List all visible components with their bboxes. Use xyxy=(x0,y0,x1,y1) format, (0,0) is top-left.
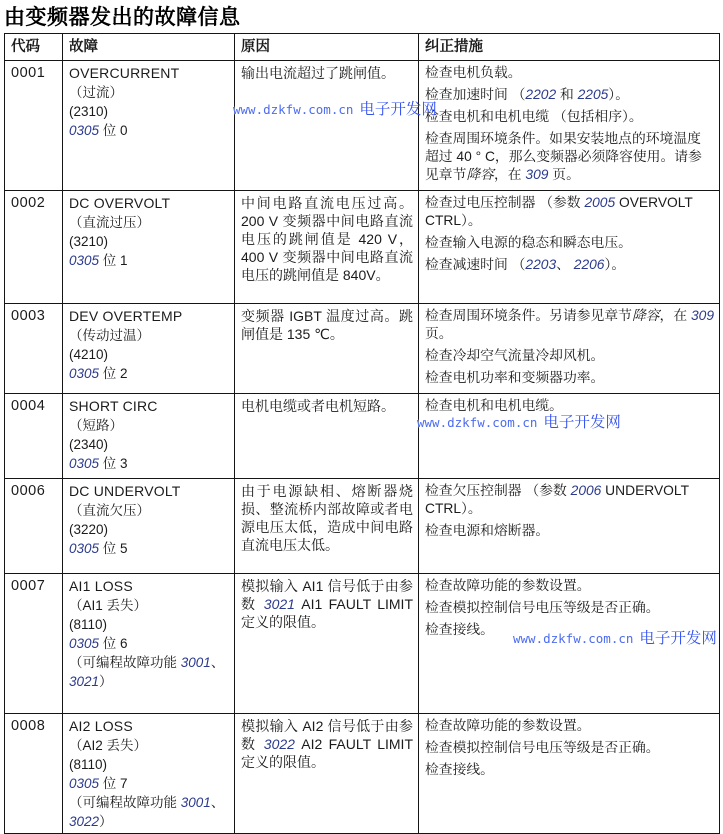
parameter-ref: 2005 xyxy=(584,195,616,210)
section-ref: 降容 xyxy=(631,308,660,323)
text-run: SHORT CIRC xyxy=(69,398,158,414)
parameter-ref: 0305 xyxy=(69,776,100,791)
cause-cell xyxy=(235,574,419,714)
action-item xyxy=(425,130,714,184)
parameter-ref: 2206 xyxy=(573,257,605,272)
parameter-ref: 2205 xyxy=(577,87,609,102)
text-run: 位 6 xyxy=(99,636,128,651)
cause-text xyxy=(241,307,413,343)
text-run: 变频器 IGBT 温度过高。跳闸值是 135 ℃。 xyxy=(241,308,413,342)
cause-text xyxy=(241,397,413,415)
watermark-site-text: 电子开发网 xyxy=(543,414,621,431)
fault-line xyxy=(69,194,229,213)
fault-line xyxy=(69,326,229,345)
text-run: 检查周围环境条件。另请参见章节 xyxy=(425,308,632,323)
code-cell: 0006 xyxy=(5,479,63,574)
fault-line xyxy=(69,102,229,121)
cause-text xyxy=(241,717,413,771)
text-run: (2340) xyxy=(69,437,109,452)
text-run: 检查加速时间 （ xyxy=(425,87,526,102)
fault-cell xyxy=(63,61,235,191)
action-item xyxy=(425,621,714,639)
fault-row-0002 xyxy=(5,191,720,304)
col-header-code: 代码 xyxy=(5,34,63,61)
parameter-ref: 3022 xyxy=(69,814,100,829)
fault-line xyxy=(69,520,229,539)
text-run: DC OVERVOLT xyxy=(69,195,171,211)
code-cell: 0007 xyxy=(5,574,63,714)
header-row xyxy=(5,34,720,61)
text-run: ，在 xyxy=(493,167,526,182)
fault-line xyxy=(69,454,229,473)
text-run: (8110) xyxy=(69,617,108,632)
code-cell: 0008 xyxy=(5,714,63,834)
text-run: 位 7 xyxy=(99,776,128,791)
text-run: 检查周围环境条件。如果安装地点的环境温度超过 40 ° C，那么变频器必须降容使用。请参见章节 xyxy=(425,131,702,182)
code-cell: 0003 xyxy=(5,304,63,394)
text-run: UNDERVOLT CTRL）。 xyxy=(425,483,689,516)
action-item xyxy=(425,761,714,779)
text-run: (3210) xyxy=(69,234,109,249)
parameter-ref: 3001 xyxy=(180,795,211,810)
action-item xyxy=(425,397,714,415)
fault-line xyxy=(69,539,229,558)
action-item xyxy=(425,522,714,540)
fault-row-0001 xyxy=(5,61,720,191)
text-run: OVERVOLT CTRL）。 xyxy=(425,195,693,228)
fault-row-0008 xyxy=(5,714,720,834)
parameter-ref: 0305 xyxy=(69,636,100,651)
text-run: AI1 LOSS xyxy=(69,578,133,594)
col-header-cause: 原因 xyxy=(235,34,419,61)
fault-line xyxy=(69,121,229,140)
parameter-ref: 2006 xyxy=(570,483,602,498)
text-run: （过流） xyxy=(69,85,123,100)
action-item xyxy=(425,577,714,595)
text-run: （直流欠压） xyxy=(69,503,150,518)
fault-line xyxy=(69,793,229,831)
text-run: （AI1 丢失） xyxy=(69,598,148,613)
action-item xyxy=(425,307,714,343)
fault-line xyxy=(69,653,229,691)
text-run: ） xyxy=(99,814,113,829)
text-run: DEV OVERTEMP xyxy=(69,308,183,324)
parameter-ref: 3001 xyxy=(180,655,211,670)
action-item xyxy=(425,739,714,757)
text-run: 检查故障功能的参数设置。 xyxy=(425,578,591,593)
text-run: 由于电源缺相、熔断器烧损、整流桥内部故障或者电源电压太低，造成中间电路直流电压太低。 xyxy=(241,483,413,553)
cause-cell xyxy=(235,714,419,834)
cause-cell xyxy=(235,479,419,574)
parameter-ref: 0305 xyxy=(69,541,100,556)
code-cell: 0001 xyxy=(5,61,63,191)
watermark-url-text: www.dzkfw.com.cn xyxy=(417,415,538,430)
fault-cell xyxy=(63,479,235,574)
col-header-action: 纠正措施 xyxy=(419,34,720,61)
text-run: (4210) xyxy=(69,347,109,362)
text-run: 电机电缆或者电机短路。 xyxy=(241,398,395,414)
action-item xyxy=(425,256,714,274)
parameter-ref: 2203 xyxy=(525,257,557,272)
text-run: 检查输入电源的稳态和瞬态电压。 xyxy=(425,235,632,250)
parameter-ref: 0305 xyxy=(69,456,100,471)
text-run: 、 xyxy=(210,795,225,810)
text-run: 检查故障功能的参数设置。 xyxy=(425,718,591,733)
action-cell xyxy=(419,394,720,479)
parameter-ref: 0305 xyxy=(69,366,100,381)
text-run: 页。 xyxy=(425,326,453,341)
fault-line xyxy=(69,577,229,596)
text-run: 检查电机负载。 xyxy=(425,65,522,80)
fault-row-0004 xyxy=(5,394,720,479)
section-ref: 降容 xyxy=(466,167,494,182)
text-run: 检查过电压控制器 （参数 xyxy=(425,195,585,210)
text-run: 检查接线。 xyxy=(425,762,494,777)
fault-line xyxy=(69,435,229,454)
cause-cell xyxy=(235,61,419,191)
fault-cell xyxy=(63,191,235,304)
text-run: AI2 FAULT LIMIT 定义的限值。 xyxy=(241,736,413,770)
text-run: 检查模拟控制信号电压等级是否正确。 xyxy=(425,740,660,755)
cause-text xyxy=(241,194,413,284)
fault-line xyxy=(69,717,229,736)
watermark-url-text: www.dzkfw.com.cn xyxy=(233,102,354,117)
fault-line xyxy=(69,482,229,501)
fault-line xyxy=(69,755,229,774)
fault-line xyxy=(69,64,229,83)
text-run: 位 2 xyxy=(99,366,128,381)
text-run: (8110) xyxy=(69,757,108,772)
fault-line xyxy=(69,213,229,232)
action-cell xyxy=(419,574,720,714)
cause-text xyxy=(241,577,413,631)
text-run: DC UNDERVOLT xyxy=(69,483,181,499)
text-run: （可编程故障功能 xyxy=(69,795,181,810)
action-cell xyxy=(419,714,720,834)
parameter-ref: 3021 xyxy=(263,596,295,612)
text-run: 、 xyxy=(556,257,574,272)
text-run: ）。 xyxy=(608,87,629,102)
fault-cell xyxy=(63,714,235,834)
text-run: 检查电机功率和变频器功率。 xyxy=(425,370,605,385)
text-run: （AI2 丢失） xyxy=(69,738,148,753)
action-cell xyxy=(419,61,720,191)
action-item xyxy=(425,108,714,126)
action-item xyxy=(425,717,714,735)
text-run: （直流过压） xyxy=(69,215,150,230)
action-cell xyxy=(419,191,720,304)
fault-line xyxy=(69,83,229,102)
fault-line xyxy=(69,596,229,615)
action-item xyxy=(425,64,714,82)
text-run: （可编程故障功能 xyxy=(69,655,181,670)
text-run: 位 5 xyxy=(99,541,128,556)
text-run: ）。 xyxy=(604,257,626,272)
action-item xyxy=(425,369,714,387)
fault-line xyxy=(69,501,229,520)
text-run: 输出电流超过了跳闸值。 xyxy=(241,65,395,81)
text-run: 模拟输入 AI2 信号低于由参数 xyxy=(241,718,413,752)
parameter-ref: 3021 xyxy=(69,674,100,689)
text-run: ） xyxy=(99,674,113,689)
text-run: 检查电机和电机电缆 （包括相序）。 xyxy=(425,109,643,124)
watermark-url-text: www.dzkfw.com.cn xyxy=(513,631,634,646)
parameter-ref: 0305 xyxy=(69,253,100,268)
fault-line xyxy=(69,736,229,755)
parameter-ref: 309 xyxy=(690,308,715,323)
cause-cell xyxy=(235,191,419,304)
action-item xyxy=(425,347,714,365)
col-header-fault: 故障 xyxy=(63,34,235,61)
fault-line xyxy=(69,345,229,364)
text-run: 检查电源和熔断器。 xyxy=(425,523,550,538)
text-run: (2310) xyxy=(69,104,109,119)
fault-line xyxy=(69,397,229,416)
fault-line xyxy=(69,232,229,251)
text-run: 检查欠压控制器 （参数 xyxy=(425,483,571,498)
fault-line xyxy=(69,364,229,383)
fault-cell xyxy=(63,574,235,714)
page-title: 由变频器发出的故障信息 xyxy=(4,6,241,29)
text-run: AI2 LOSS xyxy=(69,718,133,734)
fault-cell xyxy=(63,394,235,479)
cause-cell xyxy=(235,394,419,479)
code-cell: 0002 xyxy=(5,191,63,304)
text-run: OVERCURRENT xyxy=(69,65,180,81)
fault-table xyxy=(4,33,720,834)
text-run: 、 xyxy=(210,655,225,670)
parameter-ref: 309 xyxy=(525,167,549,182)
parameter-ref: 0305 xyxy=(69,123,100,138)
text-run: （传动过温） xyxy=(69,328,150,343)
fault-line xyxy=(69,416,229,435)
watermark-site-text: 电子开发网 xyxy=(639,630,717,647)
text-run: ，在 xyxy=(659,308,691,323)
action-item xyxy=(425,482,714,518)
fault-row-0003 xyxy=(5,304,720,394)
fault-line xyxy=(69,251,229,270)
text-run: AI1 FAULT LIMIT 定义的限值。 xyxy=(241,596,413,630)
fault-row-0007 xyxy=(5,574,720,714)
action-cell xyxy=(419,479,720,574)
fault-row-0006 xyxy=(5,479,720,574)
action-item xyxy=(425,234,714,252)
fault-line xyxy=(69,774,229,793)
action-item xyxy=(425,86,714,104)
fault-line xyxy=(69,615,229,634)
text-run: 位 3 xyxy=(99,456,128,471)
cause-text xyxy=(241,482,413,554)
text-run: 页。 xyxy=(548,167,580,182)
text-run: （短路） xyxy=(69,418,123,433)
fault-line xyxy=(69,307,229,326)
text-run: 位 0 xyxy=(99,123,128,138)
watermark-site-text: 电子开发网 xyxy=(359,101,437,118)
cause-cell xyxy=(235,304,419,394)
parameter-ref: 3022 xyxy=(263,736,295,752)
fault-table-body xyxy=(5,61,720,834)
parameter-ref: 2202 xyxy=(525,87,557,102)
action-cell xyxy=(419,304,720,394)
text-run: 和 xyxy=(556,87,578,102)
cause-text xyxy=(241,64,413,82)
text-run: 检查减速时间 （ xyxy=(425,257,526,272)
text-run: 中间电路直流电压过高。 200 V 变频器中间电路直流电压的跳闸值是 420 V，400 V 变频器中间电路直流电压的跳闸值是 840V。 xyxy=(241,195,413,283)
text-run: (3220) xyxy=(69,522,109,537)
action-item xyxy=(425,599,714,617)
text-run: 检查电机和电机电缆。 xyxy=(425,398,563,413)
action-item xyxy=(425,194,714,230)
fault-cell xyxy=(63,304,235,394)
text-run: 位 1 xyxy=(99,253,128,268)
text-run: 检查模拟控制信号电压等级是否正确。 xyxy=(425,600,660,615)
code-cell: 0004 xyxy=(5,394,63,479)
text-run: 检查接线。 xyxy=(425,622,494,637)
fault-line xyxy=(69,634,229,653)
text-run: 检查冷却空气流量冷却风机。 xyxy=(425,348,605,363)
text-run: 模拟输入 AI1 信号低于由参数 xyxy=(241,578,413,612)
